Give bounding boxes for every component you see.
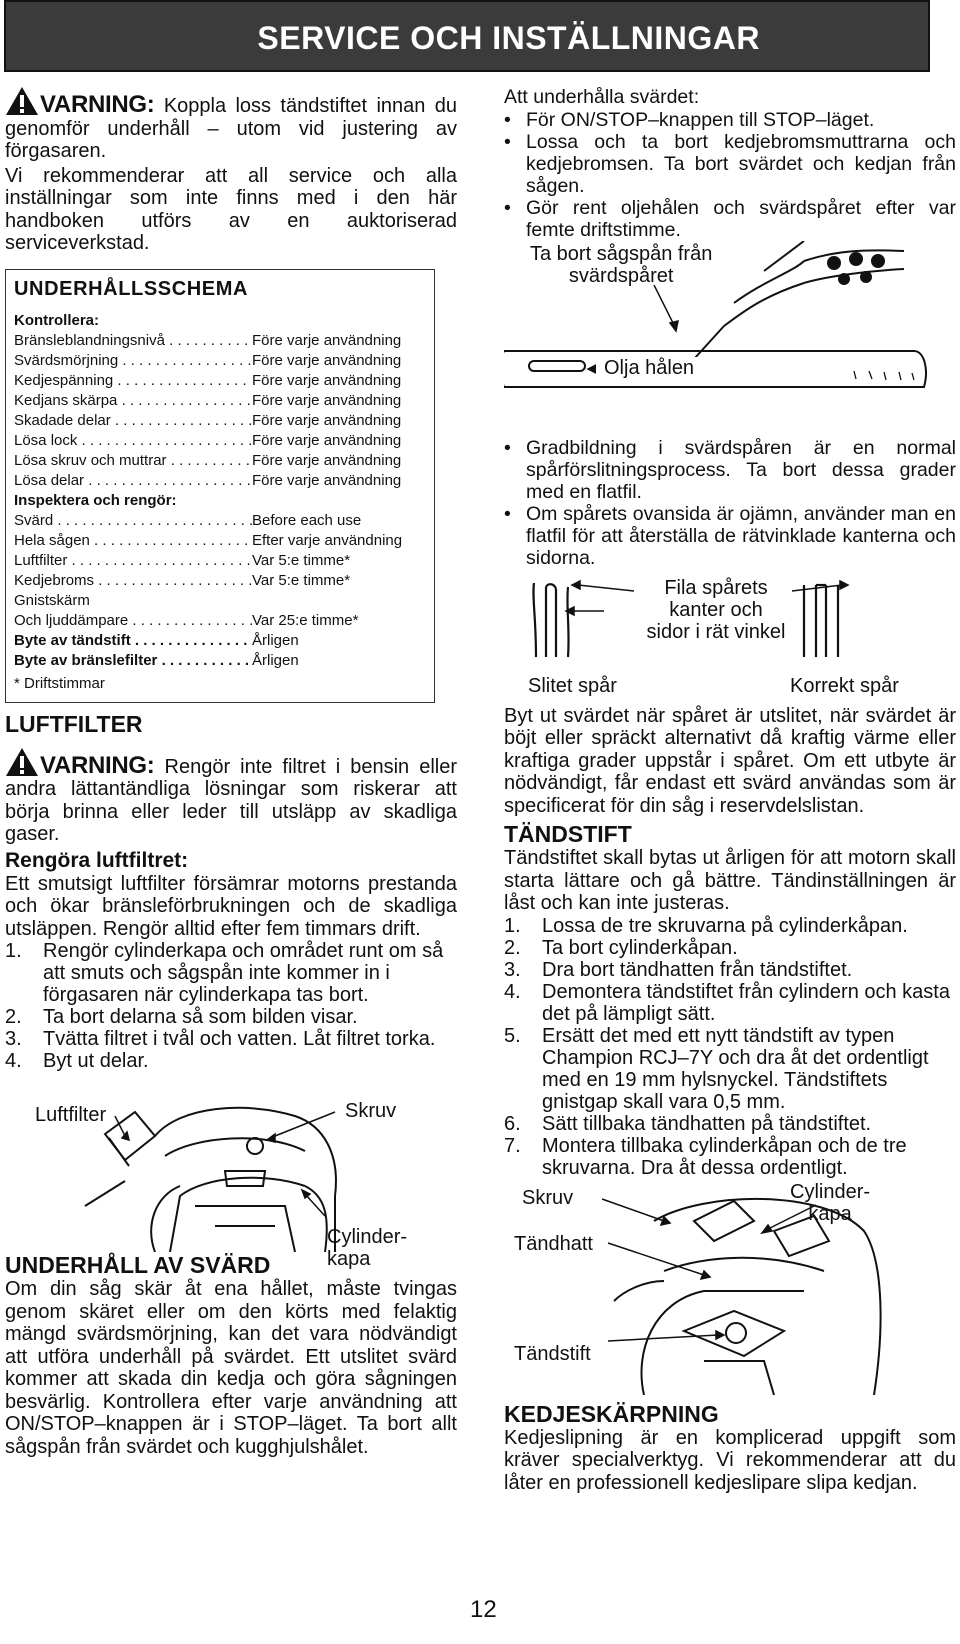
schedule-item: Gnistskärm [14,591,90,609]
step-item [504,1135,956,1179]
figure-label-spark-plug-cap: Tändhatt [514,1232,593,1255]
figure-label-correct-groove: Korrekt spår [790,674,899,697]
step-number: 3. [5,1028,22,1050]
bar-maintenance-text: Om din såg skär åt ena hållet, måste tvingas genom skäret eller om den körts med felaktig mängd svärdsmörjning, kan det vara nödvändigt att utföra underhåll på svärdet. Ett utslitet svärd kommer att skada din kedja och göra sågningen besvärlig. Kontrollera efter varje användning att ON/STOP–knappen är i STOP–läget. Ta bort allt sågspån från svärdet och kugghjulshålet. [5,1278,457,1458]
schedule-interval: Före varje användning [252,351,402,369]
schedule-item: Bränsleblandningsnivå . . . [14,331,252,351]
step-number: 1. [5,940,22,962]
bullet-icon: • [504,196,511,219]
bullet-text: Gör rent oljehålen och svärdspåret efter var femte driftstimme. [526,196,956,241]
step-text: Ersätt det med ett nytt tändstift av typen Champion RCJ–7Y och dra åt det ordentligt med en 19 mm hylsnyckel. Tändstiftets gnistgap skall vara 0,5 mm. [542,1024,929,1113]
schedule-item: Kedjans skärpa . . . [14,391,252,411]
bullet-text: Om spårets ovansida är ojämn, använder man en flatfil för att återställa de rätvinklade kanterna och sidorna. [526,502,956,569]
schedule-item: Luftfilter . . . [14,551,252,571]
page-header [4,0,930,72]
schedule-footnote: * Driftstimmar [14,674,105,692]
page-number: 12 [470,1596,497,1623]
step-text: Ta bort delarna så som bilden visar. [43,1006,358,1028]
figure-label-worn-groove: Slitet spår [528,674,617,697]
bullet-icon: • [504,108,511,131]
step-number: 2. [5,1006,22,1028]
schedule-interval: Var 5:e timme* [252,571,351,589]
step-text: Dra bort tändhatten från tändstiftet. [542,958,853,981]
schedule-item: Lösa lock . . . [14,431,252,451]
bullet-item [504,131,956,197]
maintenance-schedule [5,269,435,703]
air-filter-warning [5,747,457,846]
figure-label-cylinder-cover: Cylinder- kapa [327,1226,408,1270]
figure-label-cylinder-cover: Cylinder- kapa [790,1180,871,1225]
step-text: Ta bort cylinderkåpan. [542,936,738,959]
spark-plug-steps [504,915,956,1179]
bar-care-bullets [504,109,956,241]
step-number: 4. [5,1050,22,1072]
schedule-item: Byte av tändstift . . . [14,631,252,651]
schedule-row [14,431,426,451]
schedule-row [14,511,426,531]
figure-label-screw: Skruv [522,1186,574,1209]
schedule-interval: Årligen [252,631,299,649]
schedule-interval: Before each use [252,511,362,529]
figure-label-remove-sawdust: Ta bort sågspån från svärdspåret [530,242,713,287]
schedule-item: Kedjebroms . . . [14,571,252,591]
schedule-interval: Före varje användning [252,331,402,349]
warning-block [5,86,457,163]
bar-groove-figure [504,241,956,437]
chain-sharpening-title: KEDJESKÄRPNING [504,1400,719,1427]
step-item [504,959,956,981]
schedule-item: Lösa skruv och muttrar . . . [14,451,252,471]
bullet-icon: • [504,436,511,459]
bullet-icon: • [504,502,511,525]
schedule-row [14,531,426,551]
step-item [504,1025,956,1113]
bar-care-intro: Att underhålla svärdet: [504,86,700,108]
bullet-text: Lossa och ta bort kedjebromsmuttrarna och kedjebromsen. Ta bort svärdet och kedjan från sågen. [526,130,956,197]
step-item [5,1050,457,1072]
spark-plug-figure [504,1181,956,1395]
air-filter-subtitle: Rengöra luftfiltret: [5,848,189,872]
bullet-item [504,109,956,131]
air-filter-steps [5,940,457,1072]
step-text: Sätt tillbaka tändhatten på tändstiftet. [542,1112,872,1135]
schedule-interval: Före varje användning [252,431,402,449]
step-number: 2. [504,936,521,959]
bullet-item [504,197,956,241]
step-text: Tvätta filtret i tvål och vatten. Låt filtret torka. [43,1028,436,1050]
schedule-item: Svärd . . . [14,511,252,531]
schedule-interval: Före varje användning [252,451,402,469]
page-title: SERVICE OCH INSTÄLLNINGAR [257,20,760,56]
schedule-title: UNDERHÅLLSSCHEMA [14,277,249,300]
schedule-check-header: Kontrollera: [14,311,100,329]
schedule-row [14,611,426,631]
step-item [504,915,956,937]
schedule-interval: Var 25:e timme* [252,611,359,629]
bullet-item [504,437,956,503]
warning-label: VARNING: [40,751,155,779]
step-text: Demontera tändstiftet från cylindern och kasta det på lämpligt sätt. [542,980,950,1025]
step-number: 1. [504,914,521,937]
schedule-row [14,351,426,371]
warning-label: VARNING: [40,91,155,118]
schedule-interval: Före varje användning [252,471,402,489]
step-number: 3. [504,958,521,981]
schedule-item: Svärdsmörjning . . . [14,351,252,371]
schedule-row [14,331,426,351]
spark-plug-title: TÄNDSTIFT [504,821,632,847]
step-text: Lossa de tre skruvarna på cylinderkåpan. [542,914,908,937]
schedule-row [14,391,426,411]
step-item [504,937,956,959]
schedule-row [14,631,426,651]
bar-replace-text: Byt ut svärdet när spåret är utslitet, när svärdet är böjt eller spräckt alternativt då kraftig värme eller kraftiga grader uppstår i spåret. Om ett utbyte är nödvändigt, får endast ett svärd användas som är specificerat för din såg i reservdelslistan. [504,704,956,817]
schedule-row [14,451,426,471]
step-text: Rengör cylinderkapa och området runt om så att smuts och sågspån inte kommer in i förgasaren när cylinderkapa tas bort. [43,940,444,1006]
step-text: Montera tillbaka cylinderkåpan och de tre skruvarna. Dra åt dessa ordentligt. [542,1134,907,1179]
schedule-interval: Efter varje användning [252,531,403,549]
spark-plug-text: Tändstiftet skall bytas ut årligen för att motorn skall starta lättare och gå bättre. Tändinställningen är låst och kan inte justeras. [504,847,956,914]
schedule-item: Byte av bränslefilter . . . [14,651,252,671]
schedule-item: Kedjespänning . . . [14,371,252,391]
step-item [5,1028,457,1050]
schedule-interval: Årligen [252,651,299,669]
schedule-item: Lösa delar . . . [14,471,252,491]
schedule-item: Och ljuddämpare . . . [14,611,252,631]
schedule-interval: Före varje användning [252,411,402,429]
schedule-row [14,551,426,571]
step-number: 4. [504,980,521,1003]
service-recommendation: Vi rekommenderar att all service och alla inställningar som inte finns med i den här handboken utförs av en auktoriserad serviceverkstad. [5,164,457,254]
schedule-row [14,411,426,431]
bullet-text: För ON/STOP–knappen till STOP–läget. [526,108,875,131]
schedule-row [14,651,426,671]
figure-label-spark-plug: Tändstift [514,1342,591,1365]
step-number: 6. [504,1112,521,1135]
bullet-icon: • [504,130,511,153]
step-item [504,1113,956,1135]
figure-label-screw: Skruv [345,1100,397,1122]
schedule-interval: Var 5:e timme* [252,551,351,569]
step-item [5,940,457,1006]
schedule-item: Skadade delar . . . [14,411,252,431]
left-column [5,86,457,1458]
bullet-text: Gradbildning i svärdspåren är en normal spårförslitningsprocess. Ta bort dessa grader med en flatfil. [526,436,956,503]
warning-icon [5,747,39,777]
step-item [5,1006,457,1028]
step-item [504,981,956,1025]
groove-bullets [504,437,956,569]
figure-label-file-groove: Fila spårets kanter och sidor i rät vinkel [646,576,786,643]
schedule-row [14,471,426,491]
schedule-interval: Före varje användning [252,391,402,409]
step-number: 5. [504,1024,521,1047]
step-text: Byt ut delar. [43,1050,149,1072]
schedule-item: Hela sågen . . . [14,531,252,551]
right-column [504,86,956,1494]
schedule-row [14,571,426,591]
schedule-inspect-header: Inspektera och rengör: [14,491,177,509]
step-number: 7. [504,1134,521,1157]
figure-label-oil-holes: Olja hålen [596,357,702,379]
schedule-row [14,591,426,611]
air-filter-intro: Ett smutsigt luftfilter försämrar motorns prestanda och ökar bränsleförbrukningen och de skadliga utsläppen. Rengör alltid efter fem timmars drift. [5,872,457,940]
figure-label-air-filter: Luftfilter [35,1104,107,1126]
schedule-interval: Före varje användning [252,371,402,389]
warning-icon [5,86,39,116]
groove-comparison-figure [504,577,956,705]
warning-text: Koppla loss tändstiftet innan du genomför underhåll – utom vid justering av förgasaren. [5,95,457,162]
bullet-item [504,503,956,569]
air-filter-title: LUFTFILTER [5,710,143,737]
chain-sharpening-text: Kedjeslipning är en komplicerad uppgift som kräver specialverktyg. Vi rekommenderar att du låter en professionell kedjeslipare slipa kedjan. [504,1426,956,1494]
schedule-row [14,371,426,391]
bar-maintenance-title: UNDERHÅLL AV SVÄRD [5,1252,271,1278]
warning-text: Rengör inte filtret i bensin eller andra lättantändliga lösningar som riskerar att börja brinna eller leder till utsläpp av skadliga gaser. [5,755,457,845]
